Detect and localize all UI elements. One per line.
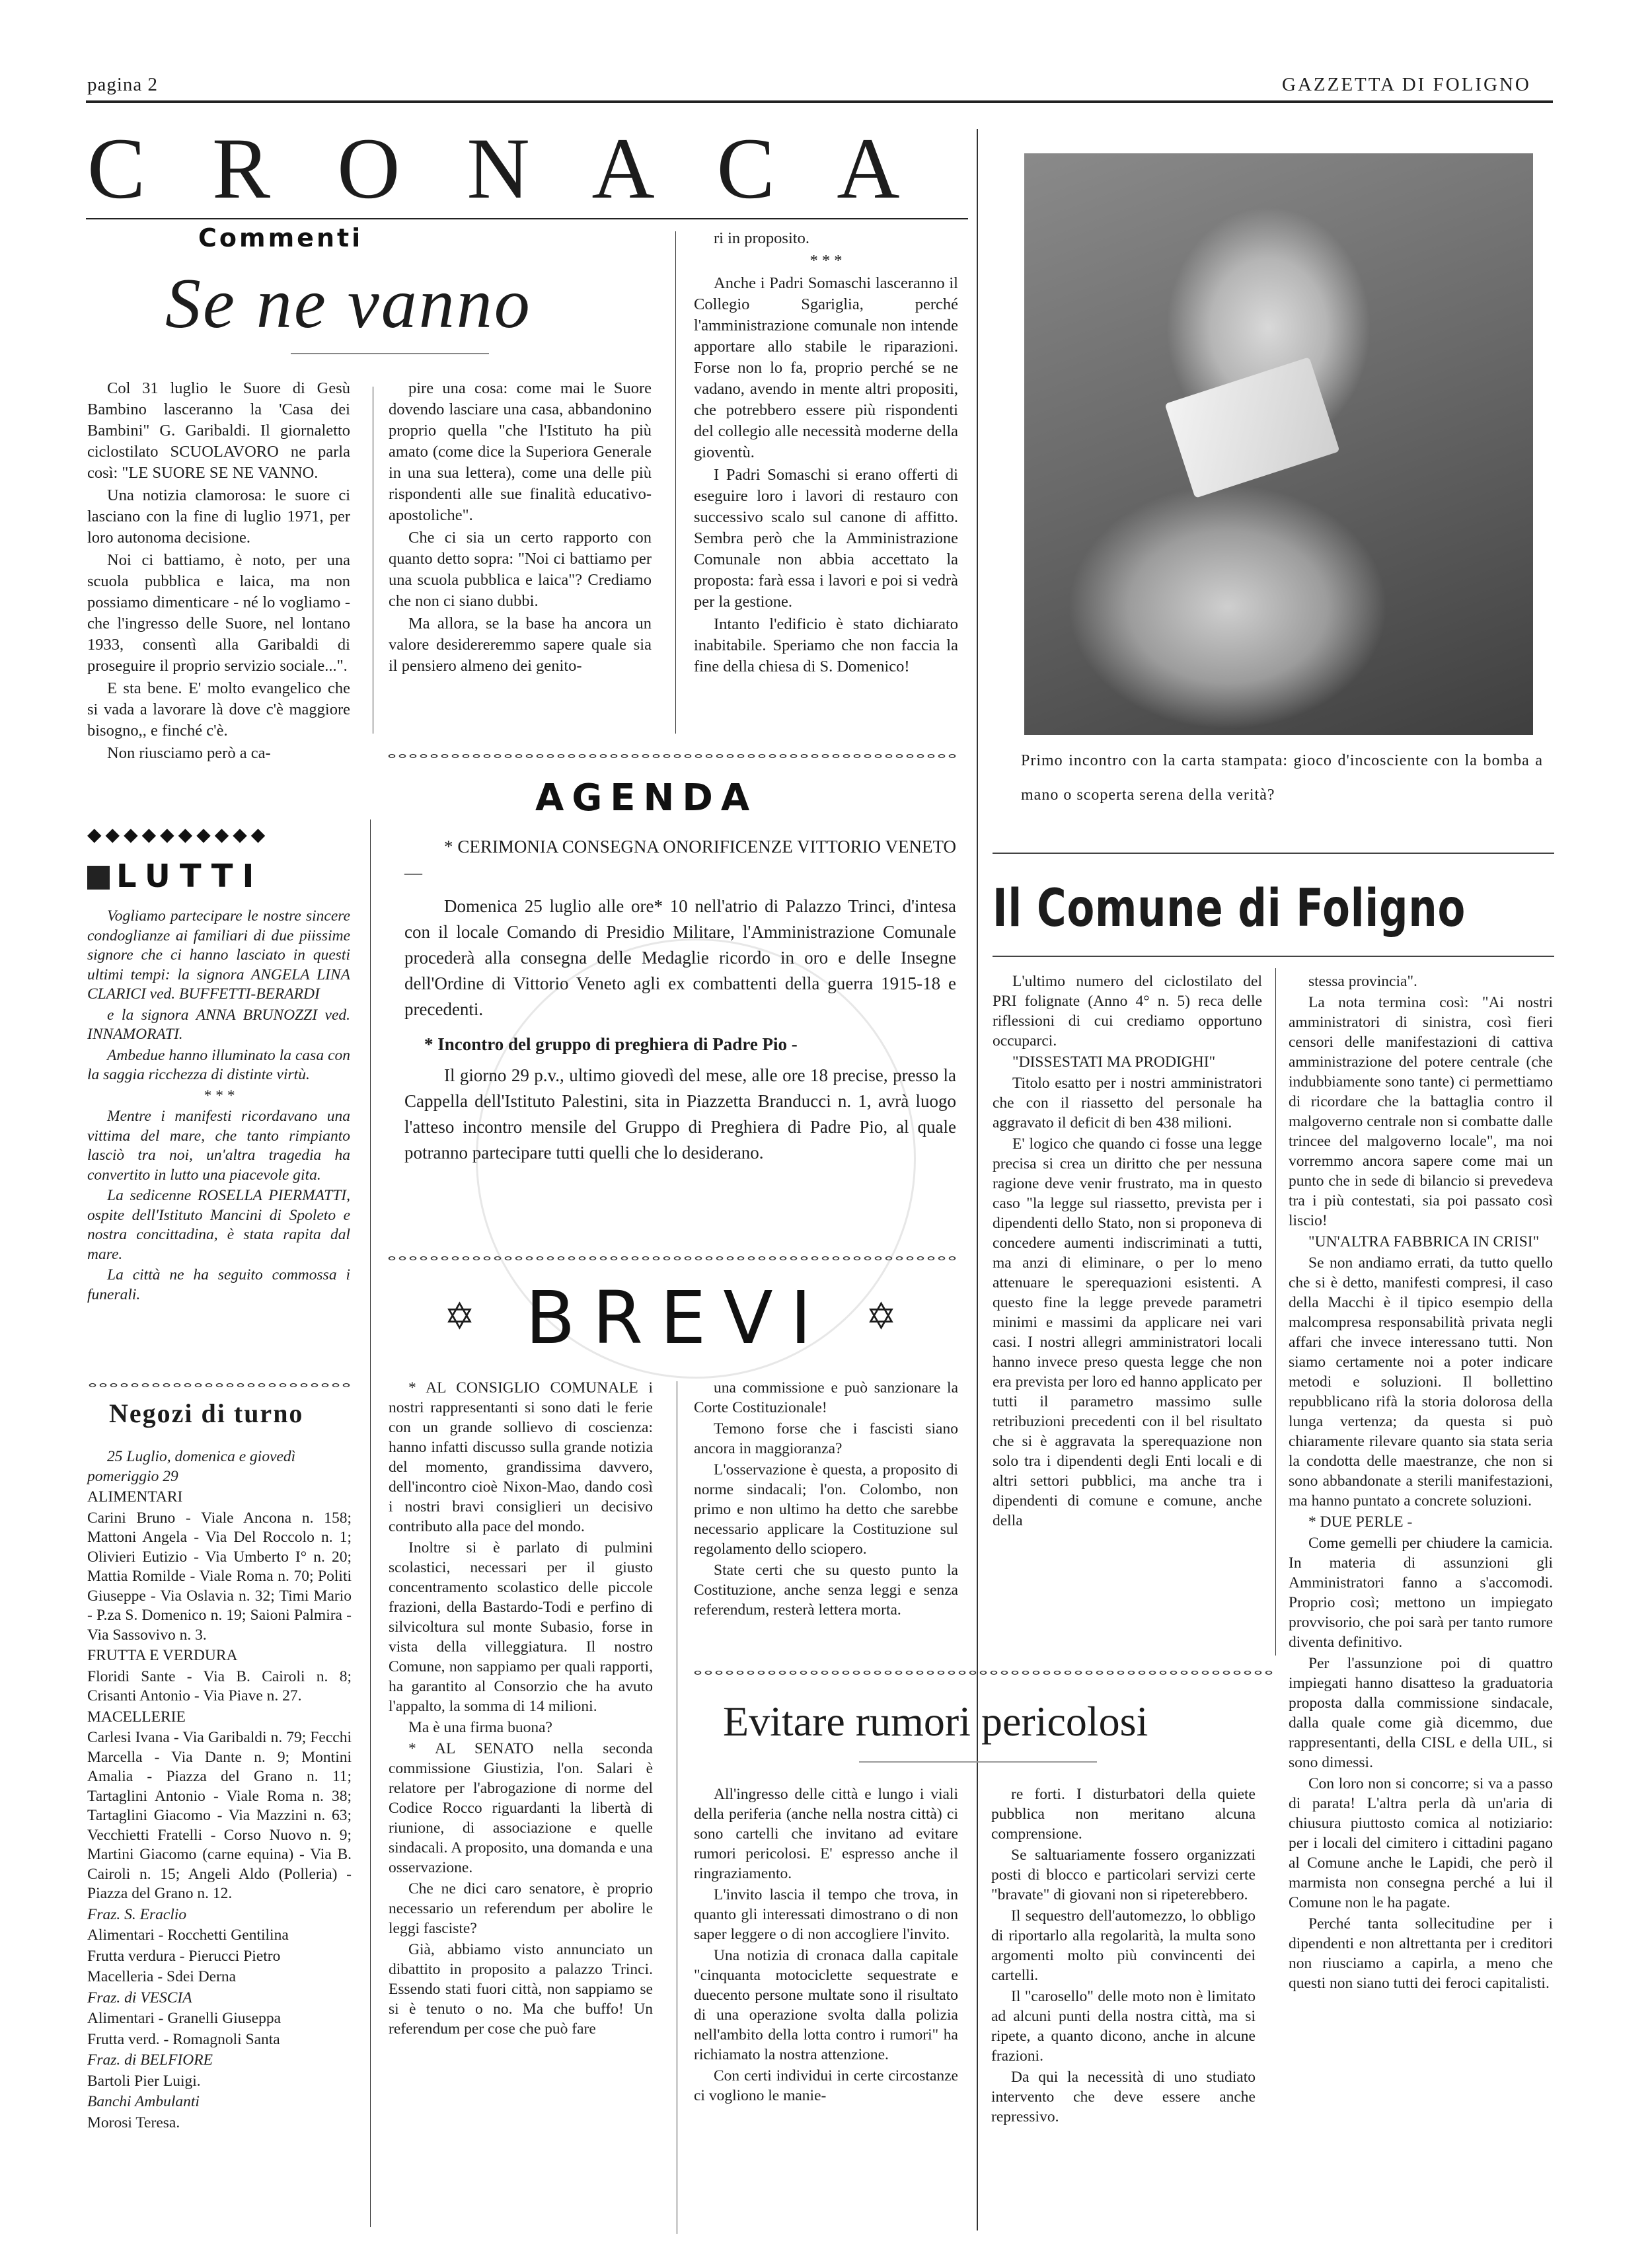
masthead: GAZZETTA DI FOLIGNO <box>1282 74 1531 95</box>
negozi-list <box>87 1447 352 2133</box>
paragraph: Inoltre si è parlato di pulmini scolastici, necessari per il giusto concentramento scolastico delle piccole frazioni, della Bastardo-Todi e perfino di silvicoltura sul monte Subasio, forse in vista della villeggiatura. Il nostro Comune, non sappiamo per quali rapporti, ha garantito al Consorzio che ha avuto l'appalto, la somma di 14 milioni. <box>389 1539 653 1715</box>
list-item: Fraz. di VESCIA <box>87 1989 192 2006</box>
paragraph: Con loro non si concorre; si va a passo di parata! L'altra perla dà un'aria di chiusura piuttosto comica al notiziario: per i locali del cimitero i cittadini pagano al Comune anche le Lapidi, che però il marmista non consegna perché a lui il Comune non le ha pagate. <box>1289 1775 1553 1911</box>
list-item: Macelleria - Sdei Derna <box>87 1968 237 1985</box>
paragraph: pire una cosa: come mai le Suore dovendo lasciare una casa, abbandonino proprio quella "che l'Istituto ha più amato (come dice la Superiora Generale in una sua lettera), come una delle più rispondenti alle sue finalità educativo-apostoliche". <box>389 379 652 524</box>
list-item: Banchi Ambulanti <box>87 2093 200 2110</box>
column-divider <box>370 820 371 2227</box>
paragraph: re forti. I disturbatori della quiete pubblica non meritano alcuna comprensione. <box>991 1786 1256 1843</box>
brevi-column-1 <box>389 1378 653 2039</box>
subheading: "DISSESTATI MA PRODIGHI" <box>1012 1053 1216 1071</box>
commenti-column-1 <box>87 378 350 764</box>
list-item: Bartoli Pier Luigi. <box>87 2072 201 2090</box>
paragraph: Con certi individui in certe circostanze ci vogliono le manie- <box>694 2067 958 2104</box>
agenda-title: AGENDA <box>535 777 758 820</box>
chain-rule <box>693 1669 1274 1677</box>
paragraph: All'ingresso delle città e lungo i viali della periferia (anche nella nostra città) ci sono cartelli che invitano ad evitare rumori pericolosi. E' espresso anche il ringraziamento. <box>694 1786 958 1882</box>
list-item: Morosi Teresa. <box>87 2114 180 2131</box>
rumori-column-2 <box>991 1784 1256 2127</box>
paragraph: La città ne ha seguito commossa i funerali. <box>87 1266 350 1303</box>
list-item: Fraz. S. Eraclio <box>87 1905 187 1923</box>
paragraph: E sta bene. E' molto evangelico che si vada a lavorare là dove c'è maggiore bisogno,, e finché c'è. <box>87 679 350 740</box>
comune-rule <box>993 956 1554 957</box>
paragraph: Che ne dici caro senatore, è proprio necessario un referendum per abolire le leggi fasciste? <box>389 1880 653 1937</box>
paragraph: Il "carosello" delle moto non è limitato ad alcuni punti della nostra città, ma si ripete, a quanto dicono, anche in alcune frazioni. <box>991 1988 1256 2065</box>
comune-column-1 <box>993 972 1262 1531</box>
paragraph: e la signora ANNA BRUNOZZI ved. INNAMORATI. <box>87 1006 350 1043</box>
agenda-body <box>404 834 956 1166</box>
headline-underline <box>291 353 489 354</box>
paper-sheet-in-photo <box>1164 357 1339 498</box>
paragraph: Una notizia clamorosa: le suore ci lasciano con la fine di luglio 1971, per loro autonoma decisione. <box>87 486 350 547</box>
comune-title: Il Comune di Foligno <box>993 879 1466 938</box>
paragraph: Già, abbiamo visto annunciato un dibattito in proposito a palazzo Trinci. Essendo stati fuori città, non sappiamo se si è tenuto o no. Ma che buffo! Un referendum per cose che può fare <box>389 1941 653 2038</box>
paragraph: Mentre i manifesti ricordavano una vittima del mare, che tanto rimpianto lasciò tra noi, un'altra tragedia ha convertito in lutto una piacevole gita. <box>87 1108 350 1184</box>
chain-rule <box>87 1381 352 1389</box>
photo-rule <box>993 853 1554 854</box>
subheading: * DUE PERLE - <box>1308 1513 1413 1531</box>
diamond-rule: ◆◆◆◆◆◆◆◆◆◆ <box>87 823 270 845</box>
rumori-underline <box>859 1761 1097 1763</box>
paragraph: La sedicenne ROSELLA PIERMATTI, ospite dell'Istituto Mancini di Spoleto e nostra concittadina, è stata rapita dal mare. <box>87 1187 350 1263</box>
paragraph: Come gemelli per chiudere la camicia. In materia di assunzioni gli Amministratori fanno a s'accomodi. Proprio così; mettono un impiegato provvisorio, che poi sarà per tanto rumore diventa definitivo. <box>1289 1535 1553 1651</box>
star-icon-left: ✡ <box>444 1295 475 1338</box>
paragraph: Che ci sia un certo rapporto con quanto detto sopra: "Noi ci battiamo per una scuola pubblica e laica"? Crediamo che non ci siano dubbi. <box>389 529 652 610</box>
paragraph: Anche i Padri Somaschi lasceranno il Collegio Sgariglia, perché l'amministrazione comunale non intende apportare allo stabile le riparazioni. Forse non lo fa, proprio perché se ne vadano, avendo in mente altri propositi, che potrebbero essere più rispondenti del collegio alle necessità moderne della gioventù. <box>694 274 958 461</box>
paragraph: Intanto l'edificio è stato dichiarato inabitabile. Speriamo che non faccia la fine della chiesa di S. Domenico! <box>694 615 958 675</box>
lutti-title <box>87 858 263 895</box>
paragraph: Se saltuariamente fossero organizzati posti di blocco e particolari servizi certe "bravate" di giovani non si ripeterebbero. <box>991 1847 1256 1903</box>
separator-stars: * * * <box>809 252 843 270</box>
paragraph: Ma allora, se la base ha ancora un valore desidereremmo sapere quale sia il pensiero almeno dei genito- <box>389 615 652 675</box>
paragraph: Da qui la necessità di uno studiato intervento che deve essere anche repressivo. <box>991 2069 1256 2125</box>
paragraph: Vogliamo partecipare le nostre sincere condoglianze ai familiari di due piissime signore che ci hanno lasciato in questi ultimi tempi: la signora ANGELA LINA CLARICI ved. BUFFETTI-BERARDI <box>87 907 350 1003</box>
brevi-title: BREVI <box>525 1276 829 1360</box>
list-item: Alimentari - Granelli Giuseppa <box>87 2010 282 2027</box>
child-photo <box>1024 153 1533 735</box>
paragraph: La nota termina così: "Ai nostri amministratori di sinistra, così fieri censori delle manifestazioni di cattiva amministrazione del potere centrale (che indubbiamente sono tante) ci permettiamo di ricordare che la battaglia contro il malgoverno centrale non si combatte dalle trincee del malgoverno locale", ma noi vorremmo ancora sapere come mai un punto che in sede di bilancio si prevedeva tra i più contestati, sia poi passato così liscio! <box>1289 994 1553 1229</box>
paragraph: Per l'assunzione poi di quattro impiegati hanno disatteso la graduatoria proposta dalla commissione sindacale, dalla quale come già dicemmo, due rappresentanti, della CISL e della UIL, si sono dimessi. <box>1289 1655 1553 1771</box>
list-item: Carini Bruno - Viale Ancona n. 158; Mattoni Angela - Via Del Roccolo n. 1; Olivieri Eutizio - Via Umberto I° n. 20; Mattia Romilde - Viale Roma n. 70; Politi Giuseppe - Via Oslavia n. 32; Timi Mario - P.za S. Domenico n. 19; Saioni Palmira - Via Sassovivo n. 3. <box>87 1509 352 1644</box>
rumori-column-1 <box>694 1784 958 2106</box>
paragraph: ri in proposito. <box>714 229 809 247</box>
paragraph: Se non andiamo errati, da tutto quello che si è detto, manifesti compresi, il caso della Macchi è il tipico esempio della malcompresa responsabilità privata negli affari che invece interessano tutti. Non siamo certamente noi a poter indicare metodi e soluzioni. Il bollettino repubblicano rifà la storia dolorosa della lunga vertenza; da questa si può chiaramente rilevare quanto sia stata seria la condotta delle maestranze, che non si sono abbandonate a sterili manifestazioni, ma hanno puntato a concrete soluzioni. <box>1289 1254 1553 1509</box>
paragraph: Non riusciamo però a ca- <box>107 744 271 762</box>
paragraph: L'invito lascia il tempo che trova, in quanto gli interessati dimostrano o di non saper leggere o di non accogliere l'invito. <box>694 1886 958 1943</box>
page-label: pagina 2 <box>87 74 159 95</box>
lutti-title-text: LUTTI <box>116 858 264 895</box>
paragraph: * AL SENATO nella seconda commissione Giustizia, l'on. Salari è relatore per l'abrogazione di norme del Codice Rocco riguardanti la libertà di riunione, di associazione e quelle sindacali. A proposito, una domanda e una osservazione. <box>389 1740 653 1876</box>
list-item: Alimentari - Rocchetti Gentilina <box>87 1926 289 1944</box>
agenda-item-body: Domenica 25 luglio alle ore* 10 nell'atrio di Palazzo Trinci, d'intesa con il locale Comando di Presidio Militare, l'Amministrazione Comunale procederà alla consegna delle Medaglie ricordo in oro e delle Insegne dell'Ordine di Vittorio Veneto agli ex combattenti della guerra 1915-18 e precedenti. <box>404 896 956 1019</box>
agenda-item-body: Il giorno 29 p.v., ultimo giovedì del mese, alle ore 18 precise, presso la Cappella dell'Istituto Palestini, sita in Piazzetta Branducci n. 1, avrà luogo l'atteso incontro mensile del Gruppo di Preghiera di Padre Pio, al quale potranno partecipare tutti quelli che lo desiderano. <box>404 1065 956 1163</box>
paragraph: Titolo esatto per i nostri amministratori che con il riassetto del personale ha aggravato il deficit di ben 438 milioni. <box>993 1075 1262 1131</box>
commenti-column-3 <box>694 228 958 677</box>
paragraph: L'osservazione è questa, a proposito di norme sindacali; l'on. Colombo, non primo e non ultimo ha detto che sarebbe necessario applicare la Costituzione sul regolamento dello sciopero. <box>694 1461 958 1558</box>
brevi-column-2 <box>694 1378 958 1620</box>
list-item: Floridi Sante - Via B. Cairoli n. 8; Crisanti Antonio - Via Piave n. 27. <box>87 1667 352 1704</box>
separator-stars: * * * <box>203 1086 235 1104</box>
negozi-title: Negozi di turno <box>109 1398 304 1428</box>
agenda-item-title: * CERIMONIA CONSEGNA ONORIFICENZE VITTORIO VENETO — <box>404 837 956 882</box>
list-item: FRUTTA E VERDURA <box>87 1647 238 1664</box>
paragraph: Una notizia di cronaca dalla capitale "cinquanta motociclette sequestrate e duecento persone multate sono il risultato di una operazione svolta dalla polizia nell'ambito della lotta contro i rumori" ha richiamato la nostra attenzione. <box>694 1947 958 2063</box>
list-item: Fraz. di BELFIORE <box>87 2051 213 2069</box>
agenda-item-title: * Incontro del gruppo di preghiera di Padre Pio - <box>424 1034 798 1054</box>
list-item: ALIMENTARI <box>87 1488 183 1506</box>
flag-icon <box>87 866 110 890</box>
paragraph: * AL CONSIGLIO COMUNALE i nostri rappresentanti si sono dati le ferie con un grande sollievo di coscienza: hanno infatti discusso sulla grande notizia del momento, grandissima davvero, dell'incontro cioè Nixon-Mao, dando così i nostri bravi consiglieri un decisivo contributo alla pace del mondo. <box>389 1379 653 1535</box>
header-rule <box>86 100 1553 103</box>
lutti-body <box>87 907 350 1305</box>
rumori-title: Evitare rumori pericolosi <box>723 1698 1148 1745</box>
list-item: MACELLERIE <box>87 1708 186 1726</box>
chain-rule <box>387 752 958 760</box>
paragraph: Ma è una firma buona? <box>408 1719 552 1736</box>
comune-column-2 <box>1289 972 1553 1993</box>
section-title-cronaca: C R O N A C A <box>87 120 922 217</box>
list-item: 25 Luglio, domenica e giovedì pomeriggio 29 <box>87 1448 296 1485</box>
cronaca-rule <box>86 218 968 219</box>
chain-rule <box>387 1254 958 1262</box>
list-item: Frutta verd. - Romagnoli Santa <box>87 2030 280 2048</box>
subheading: "UN'ALTRA FABBRICA IN CRISI" <box>1308 1233 1540 1250</box>
paragraph: stessa provincia". <box>1308 973 1417 990</box>
commenti-kicker: Commenti <box>198 223 363 252</box>
paragraph: Ambedue hanno illuminato la casa con la saggia ricchezza di distinte virtù. <box>87 1046 350 1083</box>
paragraph: Temono forse che i fascisti siano ancora in maggioranza? <box>694 1420 958 1457</box>
column-divider <box>675 231 676 734</box>
paragraph: Noi ci battiamo, è noto, per una scuola pubblica e laica, ma non possiamo dimenticare - né lo vogliamo - che l'ingresso delle Suore, nel lontano 1933, consentì alla Garibaldi di proseguire il proprio servizio sociale...". <box>87 551 350 675</box>
paragraph: Il sequestro dell'automezzo, lo obbligo di riportarlo alla regolarità, la multa sono argomenti molto più convincenti dei cartelli. <box>991 1907 1256 1984</box>
commenti-headline: Se ne vanno <box>165 264 532 343</box>
paragraph: Col 31 luglio le Suore di Gesù Bambino lasceranno la 'Casa dei Bambini" G. Garibaldi. Il giornaletto ciclostilato SCUOLAVORO ne parla così: "LE SUORE SE NE VANNO. <box>87 379 350 482</box>
photo-caption: Primo incontro con la carta stampata: gioco d'incosciente con la bomba a mano o scoperta serena della verità? <box>1021 752 1543 804</box>
column-divider <box>1275 968 1276 1656</box>
paragraph: I Padri Somaschi si erano offerti di eseguire loro i lavori di restauro con successivo scalo sul canone di affitto. Sembra però che la Amministrazione Comunale non abbia accettato la proposta: farà essa i lavori e poi si vedrà per la gestione. <box>694 466 958 611</box>
list-item: Carlesi Ivana - Via Garibaldi n. 79; Fecchi Marcella - Via Dante n. 9; Montini Amalia - Piazza del Grano n. 11; Tartaglini Antonio - Viale Roma n. 38; Tartaglini Giacomo - Via Mazzini n. 63; Vecchietti Fratelli - Corso Nuovo n. 9; Martini Giacomo (carne equina) - Via B. Cairoli n. 15; Angeli Aldo (Polleria) - Piazza del Grano n. 12. <box>87 1729 352 1902</box>
paragraph: State certi che su questo punto la Costituzione, anche senza leggi e senza referendum, resterà lettera morta. <box>694 1562 958 1619</box>
paragraph: una commissione e può sanzionare la Corte Costituzionale! <box>694 1379 958 1416</box>
paragraph: Perché tanta sollecitudine per i dipendenti e non altrettanta per i creditori non riusciamo a capirla, a meno che questi non siano tutti dei feroci capitalisti. <box>1289 1915 1553 1992</box>
paragraph: E' logico che quando ci fosse una legge precisa si crea un diritto che per nessuna ragione deve venir frustrato, ma in questo caso "la legge sul riassetto, prevista per i dipendenti dello Stato, non si proponeva di concedere aumenti indiscriminati a tutti, ma anzi di eliminare, o per lo meno attenuare le sperequazioni esistenti. A questo fine la legge prevede parametri minimi e massimi da applicare nei vari casi. I nostri allegri amministratori locali hanno invece preso questa legge che non era prevista per loro ed hanno applicato per tutti il parametro massimo sulle retribuzioni precedenti con il bel risultato che si è aggravata la sperequazione non solo tra i dipendenti degli Enti locali e di altri settori pubblici, ma anche tra i dipendenti di comune e comune, anche della <box>993 1135 1262 1529</box>
commenti-column-2 <box>389 378 652 677</box>
paragraph: L'ultimo numero del ciclostilato del PRI folignate (Anno 4° n. 5) reca delle riflessioni di cui crediamo opportuno occuparci. <box>993 973 1262 1049</box>
list-item: Frutta verdura - Pierucci Pietro <box>87 1947 281 1965</box>
star-icon-right: ✡ <box>866 1295 897 1338</box>
